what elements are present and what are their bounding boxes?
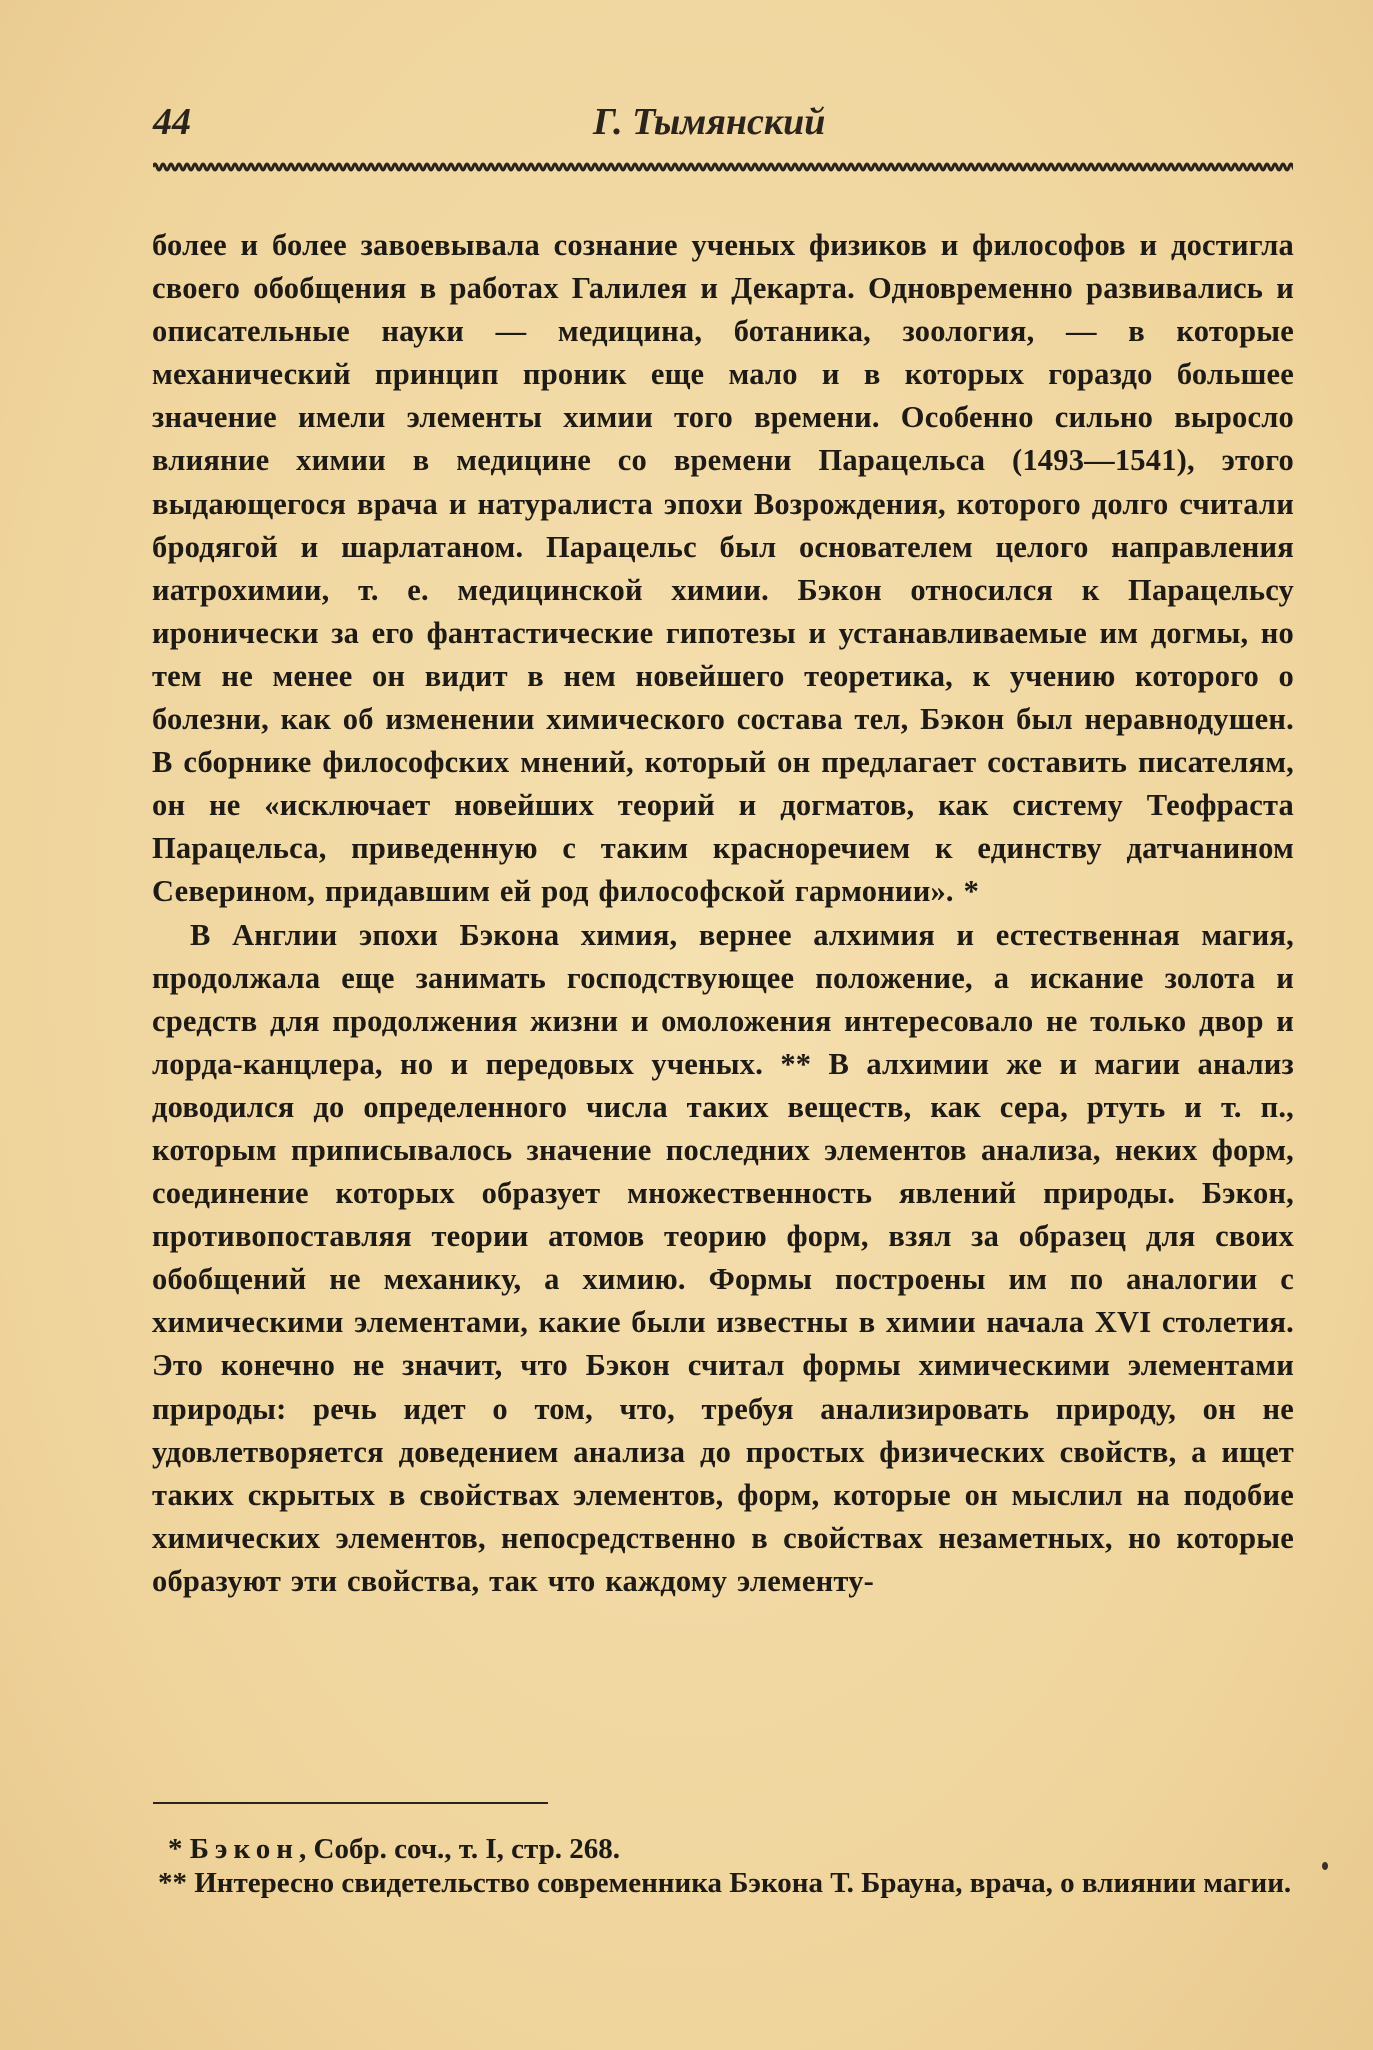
running-head (153, 100, 1293, 150)
footnote-1-author: Бэкон (189, 1833, 299, 1865)
paragraph-2: В Англии эпохи Бэкона химия, вернее алхимия и естественная магия, продолжала еще занимать господствующее положение, а искание золота и средств для продолжения жизни и омоложения интересовало не только двор и лорда-канцлера, но и передовых ученых. ** В алхимии же и магии анализ доводился до определенного числа таких веществ, как сера, ртуть и т. п., которым приписывалось значение последних элементов анализа, неких форм, соединение которых образует множественность явлений природы. Бэкон, противопоставляя теории атомов теорию форм, взял за образец для своих обобщений не механику, а химию. Формы построены им по аналогии с химическими элементами, какие были известны в химии начала XVI столетия. Это конечно не значит, что Бэкон считал формы химическими элементами природы: речь идет о том, что, требуя анализировать природу, он не удовлетворяется доведением анализа до простых физических свойств, а ищет таких скрытых в свойствах элементов, форм, которые он мыслил на подобие химических элементов, непосредственно в свойствах незаметных, но которые образуют эти свойства, так что каждому элементу- (152, 917, 1294, 1598)
footnote-2-mark: ** (158, 1867, 187, 1899)
paragraph-1: более и более завоевывала сознание ученых физиков и философов и достигла своего обобщения в работах Галилея и Декарта. Одновременно развивались и описательные науки — медицина, ботаника, зоология, — в которые механический принцип проник еще мало и в которых гораздо большее значение имели элементы химии того времени. Особенно сильно выросло влияние химии в медицине со времени Парацельса (1493—1541), этого выдающегося врача и натуралиста эпохи Возрождения, которого долго считали бродягой и шарлатаном. Парацельс был основателем целого направления иатрохимии, т. е. медицинской химии. Бэкон относился к Парацельсу иронически за его фантастические гипотезы и устанавливаемые им догмы, но тем не менее он видит в нем новейшего теоретика, к учению которого о болезни, как об изменении химического состава тел, Бэкон был неравнодушен. В сборнике философских мнений, который он предлагает составить писателям, он не «исключает новейших теорий и догматов, как систему Теофраста Парацельса, приведенную с таким красноречием к единству датчанином Северином, придавшим ей род философской гармонии». * (152, 228, 1294, 909)
page-number: 44 (153, 101, 191, 143)
footnotes (152, 1832, 1294, 1900)
footnote-2-text: Интересно свидетельство современника Бэкона Т. Брауна, врача, о влиянии магии. (194, 1867, 1292, 1899)
footnote-1-mark: * (168, 1833, 183, 1865)
header-wavy-rule (153, 160, 1293, 174)
footnote-1-text: , Собр. соч., т. I, стр. 268. (299, 1833, 620, 1865)
ink-speck (1322, 1862, 1328, 1870)
running-head-title: Г. Тымянский (593, 101, 826, 143)
footnote-separator (153, 1802, 548, 1804)
footnote-2 (152, 1866, 1294, 1900)
footnote-1 (152, 1832, 1294, 1866)
body-text (152, 224, 1294, 1603)
